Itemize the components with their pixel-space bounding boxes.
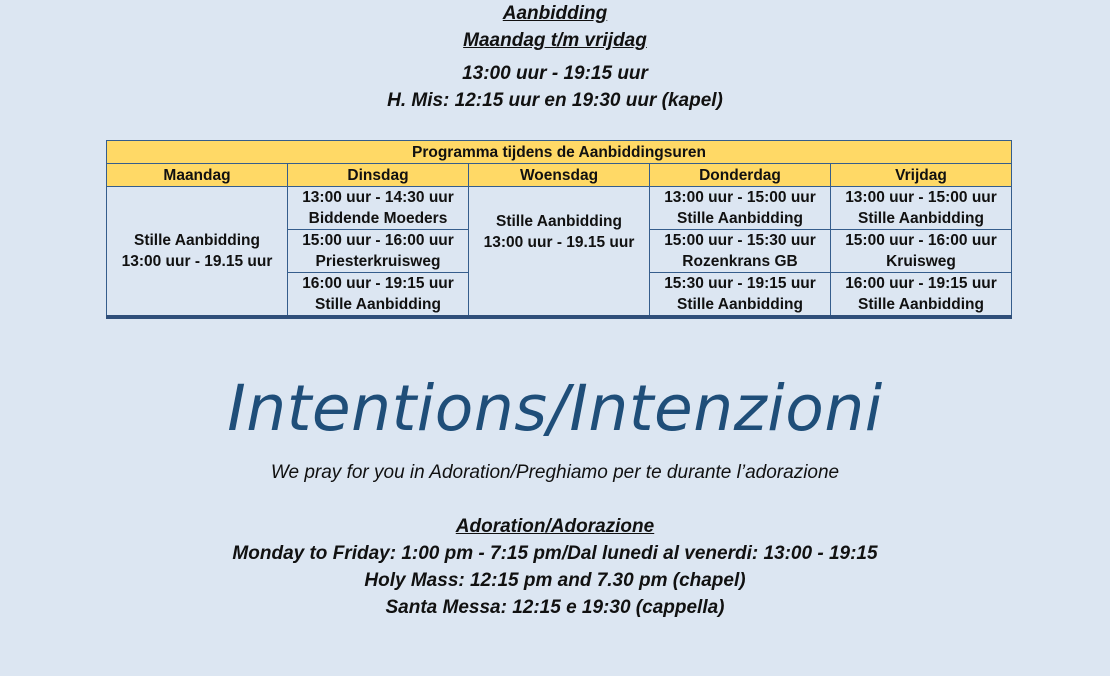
vrijdag-slot-3 [831, 273, 1012, 318]
table-caption: Programma tijdens de Aanbiddingsuren [107, 141, 1012, 164]
section-title: Aanbidding [502, 3, 608, 24]
slot-activity: Stille Aanbidding [857, 296, 984, 313]
slot-time: 13:00 uur - 15:00 uur [664, 189, 816, 206]
donderdag-slot-1 [650, 187, 831, 230]
woensdag-time: 13:00 uur - 19.15 uur [483, 234, 635, 251]
slot-time: 15:30 uur - 19:15 uur [664, 275, 816, 292]
donderdag-slot-2 [650, 230, 831, 273]
slot-activity: Rozenkrans GB [682, 253, 798, 270]
dinsdag-slot-2 [288, 230, 469, 273]
day-header-donderdag: Donderdag [650, 164, 831, 187]
dinsdag-slot-3 [288, 273, 469, 318]
maandag-time: 13:00 uur - 19.15 uur [121, 253, 273, 270]
day-header-woensdag: Woensdag [469, 164, 650, 187]
day-header-dinsdag: Dinsdag [288, 164, 469, 187]
day-header-maandag: Maandag [107, 164, 288, 187]
adoration-hours: Monday to Friday: 1:00 pm - 7:15 pm/Dal lunedi al venerdi: 13:00 - 19:15 [232, 543, 878, 564]
donderdag-slot-3 [650, 273, 831, 318]
adoration-title: Adoration/Adorazione [455, 516, 655, 537]
mass-time: H. Mis: 12:15 uur en 19:30 uur (kapel) [387, 90, 723, 111]
slot-time: 15:00 uur - 16:00 uur [302, 232, 454, 249]
woensdag-activity: Stille Aanbidding [495, 213, 622, 230]
slot-activity: Stille Aanbidding [314, 296, 441, 313]
slot-time: 16:00 uur - 19:15 uur [845, 275, 997, 292]
woensdag-cell [469, 187, 650, 318]
slot-time: 15:00 uur - 16:00 uur [845, 232, 997, 249]
santa-messa-line: Santa Messa: 12:15 e 19:30 (cappella) [385, 597, 725, 618]
slot-activity: Biddende Moeders [308, 210, 448, 227]
day-header-vrijdag: Vrijdag [831, 164, 1012, 187]
maandag-activity: Stille Aanbidding [133, 232, 260, 249]
slot-time: 13:00 uur - 14:30 uur [302, 189, 454, 206]
slot-activity: Priesterkruisweg [315, 253, 441, 270]
vrijdag-slot-1 [831, 187, 1012, 230]
slot-time: 13:00 uur - 15:00 uur [845, 189, 997, 206]
vrijdag-slot-2 [831, 230, 1012, 273]
holy-mass-line: Holy Mass: 12:15 pm and 7.30 pm (chapel) [364, 570, 746, 591]
adoration-time: 13:00 uur - 19:15 uur [462, 63, 648, 84]
schedule-table [106, 140, 1012, 319]
dinsdag-slot-1 [288, 187, 469, 230]
slot-activity: Stille Aanbidding [676, 296, 803, 313]
section-subtitle: Maandag t/m vrijdag [463, 30, 647, 51]
slot-time: 15:00 uur - 15:30 uur [664, 232, 816, 249]
slot-activity: Stille Aanbidding [857, 210, 984, 227]
intentions-subtitle: We pray for you in Adoration/Preghiamo per te durante l’adorazione [270, 462, 840, 483]
slot-activity: Kruisweg [886, 253, 956, 270]
intentions-title: Intentions/Intenzioni [227, 372, 883, 445]
maandag-cell [107, 187, 288, 318]
slot-time: 16:00 uur - 19:15 uur [302, 275, 454, 292]
slot-activity: Stille Aanbidding [676, 210, 803, 227]
